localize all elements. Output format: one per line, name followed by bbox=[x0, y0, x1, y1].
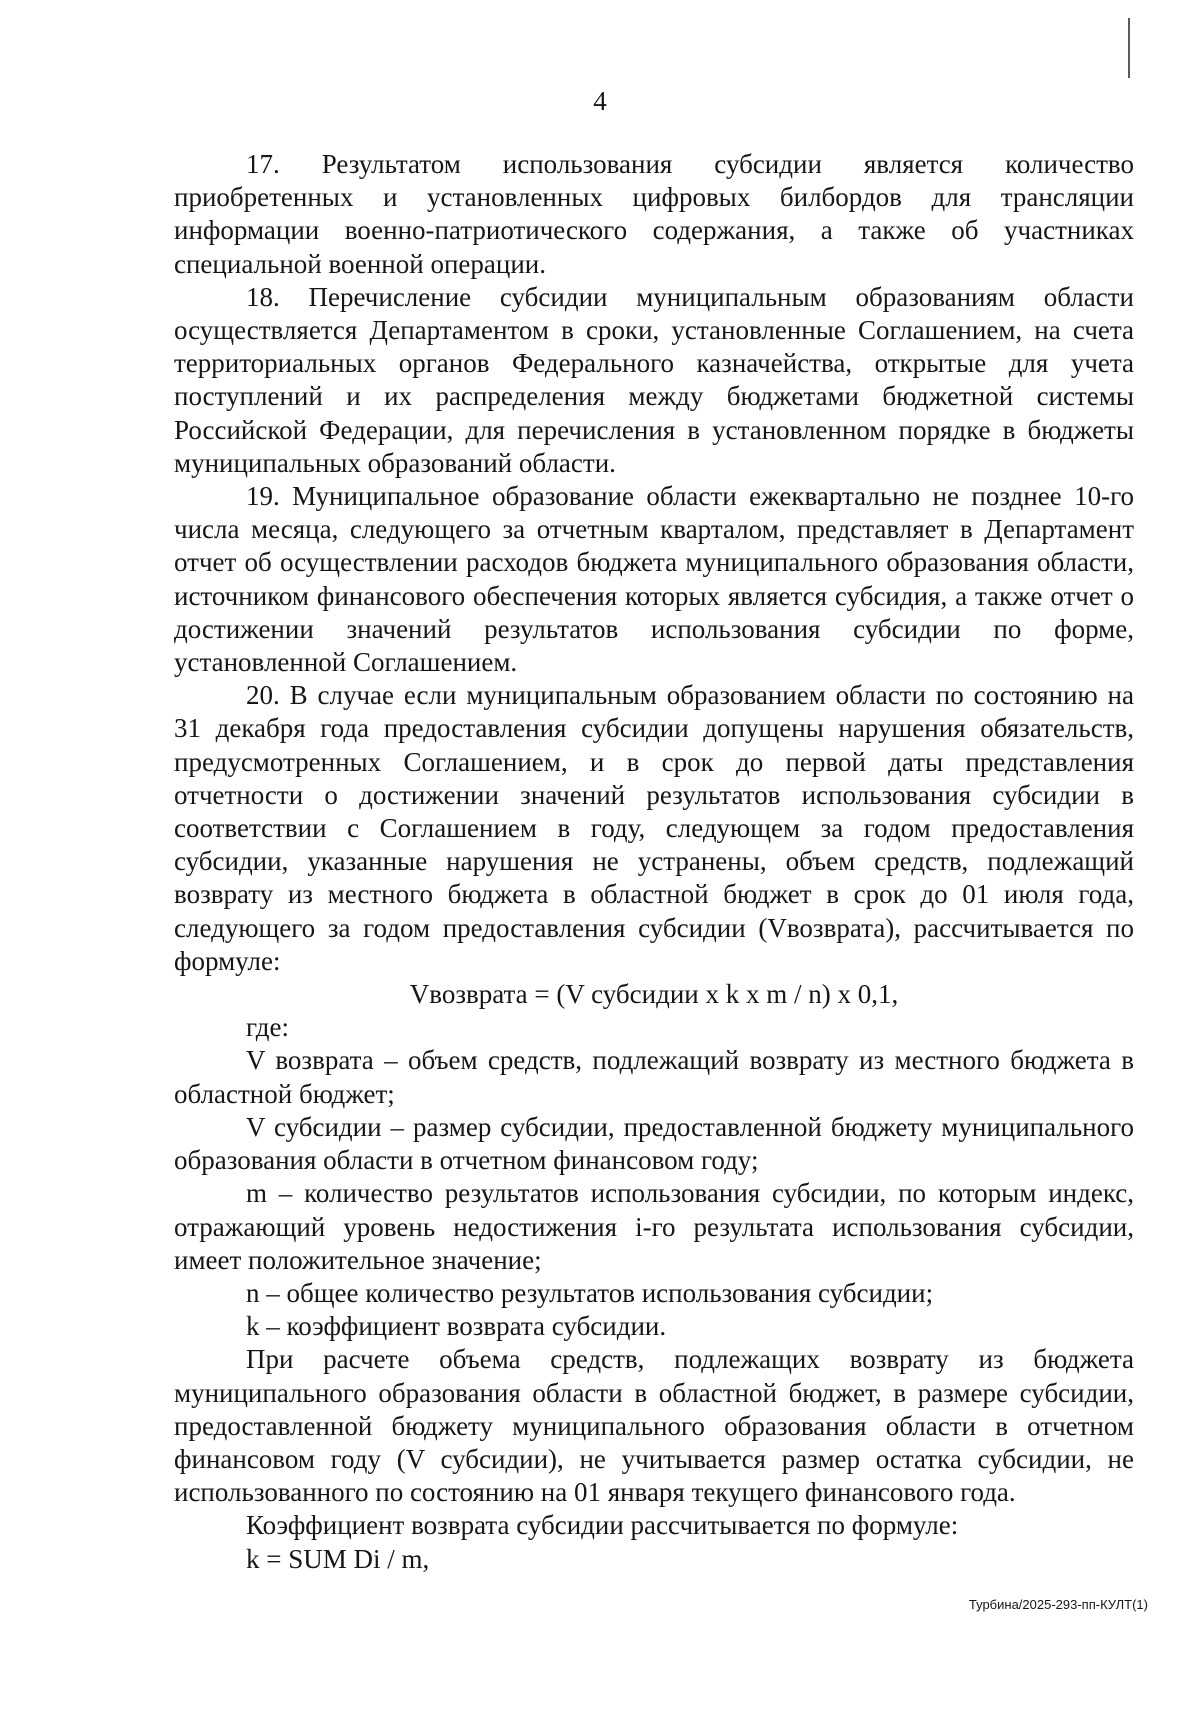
definition-m: m – количество результатов использования субсидии, по которым индекс, отражающий уровень недостижения i-го результата использования субсидии, имеет положительное значение; bbox=[174, 1178, 1134, 1275]
where-label: где: bbox=[246, 1012, 289, 1043]
paragraph-17: 17. Результатом использования субсидии является количество приобретенных и установленных цифровых билбордов для трансляции информации военно-патриотического содержания, а также об участниках специальной военной операции. bbox=[174, 149, 1134, 279]
definition-n: n – общее количество результатов использования субсидии; bbox=[246, 1277, 934, 1308]
definition-v-subsidy: V субсидии – размер субсидии, предоставленной бюджету муниципального образования области в отчетном финансовом году; bbox=[174, 1111, 1134, 1176]
coefficient-intro: Коэффициент возврата субсидии рассчитывается по формуле: bbox=[246, 1510, 959, 1541]
calculation-note: При расчете объема средств, подлежащих возврату из бюджета муниципального образования области в областной бюджет, в размере субсидии, предоставленной бюджету муниципального образования области в отчетном финансовом году (V субсидии), не учитывается размер остатка субсидии, не использованного по состоянию на 01 января текущего финансового года. bbox=[174, 1344, 1134, 1508]
definition-v-return: V возврата – объем средств, подлежащий возврату из местного бюджета в областной бюджет; bbox=[174, 1045, 1134, 1109]
scan-edge-mark bbox=[1128, 18, 1130, 78]
document-body bbox=[174, 148, 1134, 1576]
paragraph-18: 18. Перечисление субсидии муниципальным образованиям области осуществляется Департаментом в сроки, установленные Соглашением, на счета территориальных органов Федерального казначейства, открытые для учета поступлений и их распределения между бюджетами бюджетной системы Российской Федерации, для перечисления в установленном порядке в бюджеты муниципальных образований области. bbox=[174, 281, 1134, 478]
coefficient-formula: k = SUM Di / m, bbox=[246, 1543, 430, 1574]
definition-k: k – коэффициент возврата субсидии. bbox=[246, 1311, 667, 1342]
paragraph-20: 20. В случае если муниципальным образованием области по состоянию на 31 декабря года предоставления субсидии допущены нарушения обязательств, предусмотренных Соглашением, и в срок до первой даты представления отчетности о достижении значений результатов использования субсидии в соответствии с Соглашением в году, следующем за годом предоставления субсидии, указанные нарушения не устранены, объем средств, подлежащий возврату из местного бюджета в областной бюджет в срок до 01 июля года, следующего за годом предоставления субсидии (Vвозврата), рассчитывается по формуле: bbox=[174, 680, 1134, 976]
paragraph-19: 19. Муниципальное образование области ежеквартально не позднее 10-го числа месяца, следующего за отчетным кварталом, представляет в Департамент отчет об осуществлении расходов бюджета муниципального образования области, источником финансового обеспечения которых является субсидия, а также отчет о достижении значений результатов использования субсидии по форме, установленной Соглашением. bbox=[174, 481, 1134, 678]
return-volume-formula: Vвозврата = (V субсидии x k x m / n) x 0,1, bbox=[409, 979, 899, 1010]
document-reference-footer: Турбина/2025-293-пп-КУЛТ(1) bbox=[968, 1597, 1148, 1612]
page-number: 4 bbox=[593, 86, 607, 116]
